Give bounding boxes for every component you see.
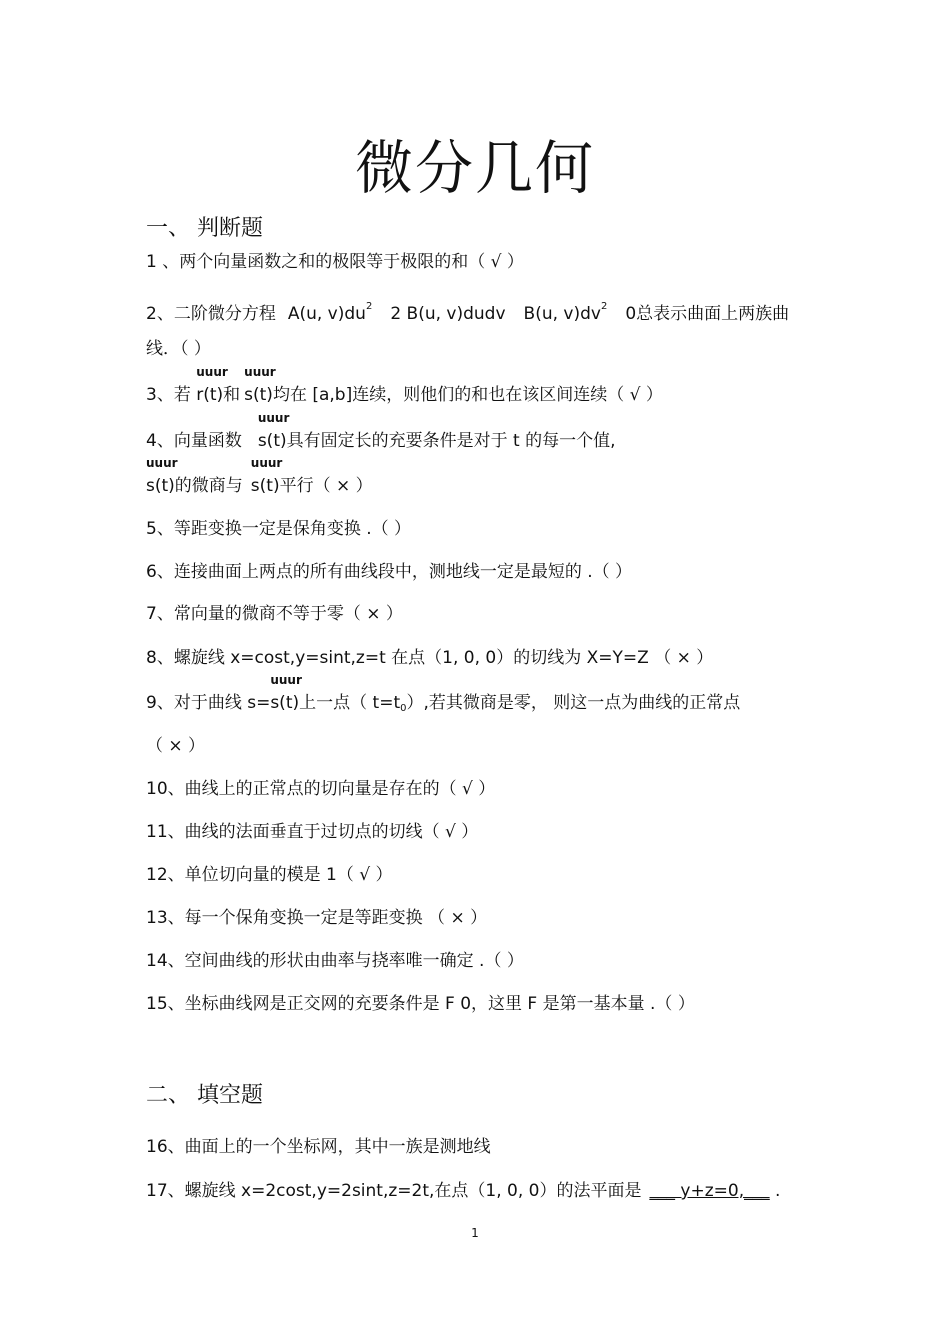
vector-s-t-label: s(t) — [257, 431, 287, 451]
vector-s-t-label: s(t) — [270, 693, 300, 713]
vector-r-t — [196, 365, 228, 408]
question-2-prefix: 2、二阶微分方程 — [146, 304, 276, 324]
vector-s-t — [244, 365, 276, 408]
question-14: 14、空间曲线的形状由曲率与挠率唯一确定 .（ ） — [146, 951, 524, 971]
question-11: 11、曲线的法面垂直于过切点的切线（ √ ） — [146, 822, 479, 842]
question-4-prefix: 4、向量函数 — [146, 431, 242, 451]
question-8: 8、螺旋线 x=cost,y=sint,z=t 在点（1, 0, 0）的切线为 X=Y=Z （ × ） — [146, 648, 714, 668]
question-16: 16、曲面上的一个坐标网，其中一族是测地线 — [146, 1137, 491, 1157]
question-15: 15、坐标曲线网是正交网的充要条件是 F 0，这里 F 是第一基本量 .（ ） — [146, 994, 695, 1014]
vector-s-t — [250, 456, 283, 499]
question-3-prefix: 3、若 — [146, 385, 191, 405]
question-5: 5、等距变换一定是保角变换 .（ ） — [146, 519, 412, 539]
question-6: 6、连接曲面上两点的所有曲线段中，测地线一定是最短的 .（ ） — [146, 562, 633, 582]
question-4-continued-suffix: 平行（ × ） — [279, 476, 373, 496]
vector-s-t-label: s(t) — [244, 385, 273, 405]
vector-s-t — [257, 411, 290, 454]
formula-term-b: 2 B(u, v)dudv — [390, 304, 506, 324]
question-3-suffix: 均在 [a,b]连续，则他们的和也在该区间连续（ √ ） — [272, 385, 663, 405]
vector-arrow-icon: uuur — [196, 365, 228, 379]
question-7: 7、常向量的微商不等于零（ × ） — [146, 604, 403, 624]
vector-arrow-icon: uuur — [257, 411, 290, 425]
exponent-a: 2 — [365, 301, 373, 312]
question-4-mid: 的微商与 — [174, 476, 243, 496]
question-17 — [146, 1178, 780, 1204]
vector-arrow-icon: uuur — [270, 673, 302, 687]
question-3-mid: 和 — [223, 385, 241, 405]
question-9-prefix: 9、对于曲线 s= — [146, 693, 271, 713]
document-title: 微分几何 — [354, 134, 595, 202]
exponent-c: 2 — [600, 301, 608, 312]
question-2-suffix: 0总表示曲面上两族曲 — [625, 304, 790, 324]
formula-term-c: B(u, v)dv — [523, 304, 601, 324]
question-4-continued — [146, 456, 373, 499]
vector-arrow-icon: uuur — [146, 456, 178, 470]
question-9-mid: 上一点（ t=t — [299, 693, 401, 713]
vector-r-t-label: r(t) — [196, 385, 224, 405]
question-12: 12、单位切向量的模是 1（ √ ） — [146, 865, 393, 885]
question-10: 10、曲线上的正常点的切向量是存在的（ √ ） — [146, 779, 496, 799]
subscript-zero: 0 — [400, 703, 407, 714]
section-heading-judgement: 一、 判断题 — [146, 216, 263, 241]
question-3 — [146, 365, 663, 408]
section-heading-fill-in: 二、 填空题 — [146, 1083, 263, 1108]
question-9 — [146, 673, 741, 722]
vector-s-t — [146, 456, 178, 499]
answer-blank: ___ y+z=0,___ — [649, 1181, 770, 1201]
question-1: 1 、两个向量函数之和的极限等于极限的和（ √ ） — [146, 252, 524, 272]
question-9-continued: （ × ） — [146, 736, 206, 756]
page-number: 1 — [471, 1226, 479, 1240]
question-4-suffix: 具有固定长的充要条件是对于 t 的每一个值, — [286, 431, 616, 451]
vector-s-t-label: s(t) — [146, 476, 175, 496]
vector-s-t — [270, 673, 302, 716]
question-17-suffix: . — [769, 1181, 781, 1201]
question-9-suffix: ）,若其微商是零， 则这一点为曲线的正常点 — [406, 693, 741, 713]
question-2 — [146, 294, 789, 327]
question-4 — [146, 411, 616, 454]
vector-s-t-label: s(t) — [250, 476, 280, 496]
vector-arrow-icon: uuur — [244, 365, 276, 379]
question-2-continued: 线．（ ） — [146, 339, 211, 359]
vector-arrow-icon: uuur — [250, 456, 283, 470]
formula-term-a: A(u, v)du — [287, 304, 366, 324]
question-13: 13、每一个保角变换一定是等距变换 （ × ） — [146, 908, 488, 928]
question-17-prefix: 17、螺旋线 x=2cost,y=2sint,z=2t,在点（1, 0, 0）的法平面是 — [146, 1181, 642, 1201]
